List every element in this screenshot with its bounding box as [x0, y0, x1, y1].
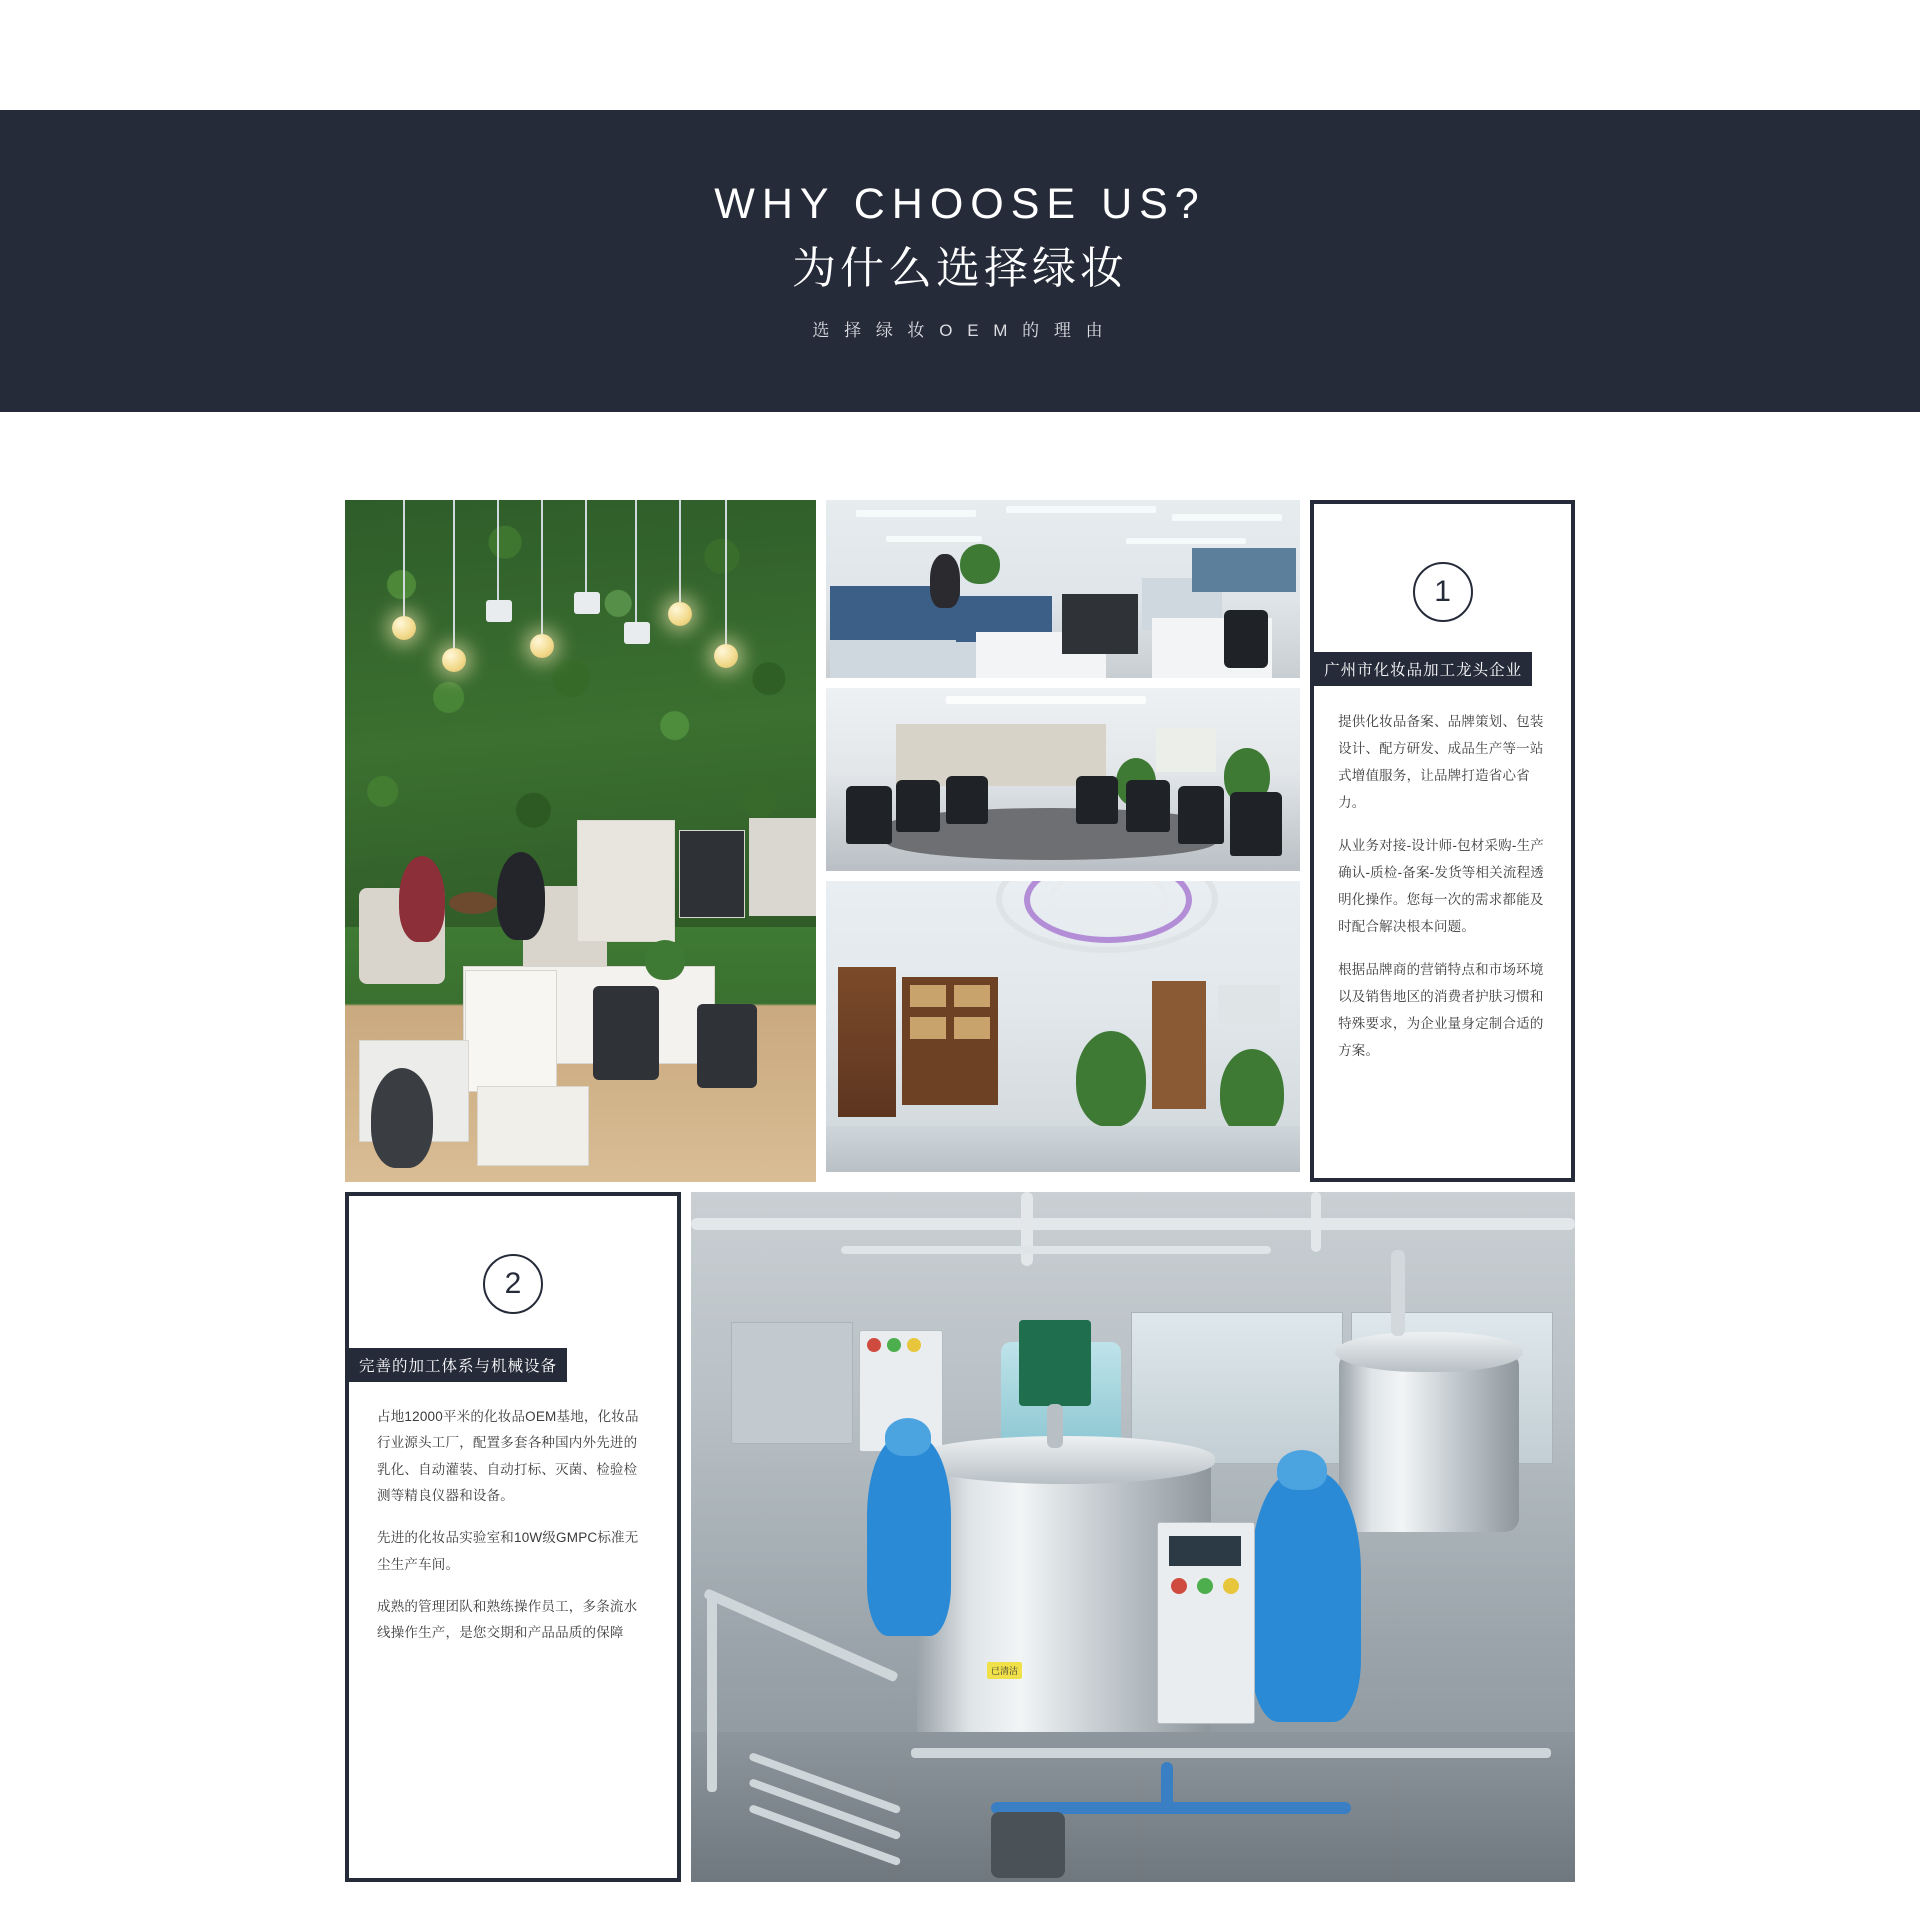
door [1152, 981, 1206, 1109]
printer [1062, 594, 1138, 654]
ceiling-light [1006, 506, 1156, 513]
plant-icon [1220, 1049, 1284, 1137]
card-2-title: 完善的加工体系与机械设备 [349, 1348, 567, 1382]
monitor [679, 830, 745, 918]
card-1-body [1338, 708, 1547, 1064]
hero-banner [0, 110, 1920, 412]
pendant-lamp-icon [497, 500, 499, 600]
office-desk [477, 1086, 589, 1166]
tank-support [1391, 1250, 1405, 1336]
hero-title-cn: 为什么选择绿妆 [792, 243, 1128, 293]
meeting-chair [1076, 776, 1118, 824]
worker [1251, 1472, 1361, 1722]
office-chair [593, 986, 659, 1080]
plant-icon [1076, 1031, 1146, 1127]
photo-caption [826, 654, 1300, 670]
ceiling-light [1172, 514, 1282, 521]
ceiling-pipe [1021, 1192, 1033, 1266]
photo-office [826, 500, 1300, 678]
desk-drawer-unit [465, 970, 557, 1092]
photo-caption [345, 1158, 816, 1174]
photo-caption [691, 1858, 1575, 1874]
cabinet [749, 818, 816, 916]
platform-edge [911, 1748, 1551, 1758]
indicator-light [1223, 1578, 1239, 1594]
wall-art [1192, 548, 1296, 592]
floor-pipe [1161, 1762, 1173, 1810]
office-chair [697, 1004, 757, 1088]
shelf-item [954, 1017, 990, 1039]
indicator-light [907, 1338, 921, 1352]
pendant-lamp-icon [403, 500, 405, 618]
card-2-paragraph-3: 成熟的管理团队和熟练操作员工，多条流水线操作生产，是您交期和产品品质的保障 [377, 1598, 638, 1641]
card-1-paragraph-1: 提供化妆品备案、品牌策划、包装设计、配方研发、成品生产等一站式增值服务，让品牌打造省心省力。 [1338, 714, 1544, 810]
shelf-item [910, 1017, 946, 1039]
meeting-chair [1178, 786, 1224, 844]
worker-hood [1277, 1450, 1327, 1490]
ceiling-light [946, 696, 1146, 704]
person [497, 852, 545, 940]
meeting-chair [896, 780, 940, 832]
pendant-lamp-icon [635, 500, 637, 622]
mixing-tank-lid [913, 1436, 1215, 1484]
display-cabinet [838, 967, 896, 1117]
secondary-tank-lid [1335, 1332, 1523, 1372]
indicator-light [1171, 1578, 1187, 1594]
ceiling-pipe [1311, 1192, 1321, 1252]
card-2-paragraph-2: 先进的化妆品实验室和10W级GMPC标准无尘生产车间。 [377, 1530, 639, 1572]
photo-factory [691, 1192, 1575, 1882]
shelf-item [910, 985, 946, 1007]
pendant-lamp-icon [725, 500, 727, 646]
meeting-chair [1126, 780, 1170, 832]
card-2-number: 2 [483, 1254, 543, 1314]
pendant-lamp-icon [679, 500, 681, 604]
photo-caption [826, 1148, 1300, 1164]
wall-frame [1156, 728, 1216, 772]
cleanroom-window [731, 1322, 853, 1444]
card-2-body [377, 1404, 649, 1647]
tank-status-tag: 已清洁 [987, 1662, 1022, 1679]
card-1-title: 广州市化妆品加工龙头企业 [1314, 652, 1532, 686]
card-1-number: 1 [1413, 562, 1473, 622]
plant-icon [645, 940, 685, 980]
person [371, 1068, 433, 1168]
person [399, 856, 445, 942]
card-2-paragraph-1: 占地12000平米的化妆品OEM基地，化妆品行业源头工厂，配置多套各种国内外先进的乳化、自动灌装、自动打标、灭菌、检验检测等精良仪器和设备。 [377, 1409, 639, 1503]
motor [1019, 1320, 1091, 1406]
ceiling-light [1126, 538, 1246, 544]
plant-icon [960, 544, 1000, 584]
person [930, 554, 960, 608]
row-bottom [345, 1192, 1575, 1882]
photo-hall [826, 881, 1300, 1172]
meeting-chair [846, 786, 892, 844]
row-top [345, 500, 1575, 1182]
secondary-tank [1339, 1352, 1519, 1532]
worker-hood [885, 1418, 931, 1456]
page-root [0, 110, 1920, 1912]
photo-column-middle [826, 500, 1300, 1182]
ceiling-light [856, 510, 976, 517]
motor-shaft [1047, 1404, 1063, 1448]
meeting-chair [946, 776, 988, 824]
content-area [345, 412, 1575, 1912]
shelf-item [954, 985, 990, 1007]
ceiling-pipe [841, 1246, 1271, 1254]
photo-meeting [826, 688, 1300, 871]
pendant-lamp-icon [541, 500, 543, 636]
card-1-paragraph-3: 根据品牌商的营销特点和市场环境以及销售地区的消费者护肤习惯和特殊要求，为企业量身定制合适的方案。 [1338, 962, 1544, 1058]
handrail [707, 1592, 717, 1792]
pendant-lamp-icon [453, 500, 455, 650]
worker [867, 1436, 951, 1636]
ceiling-pipe [691, 1218, 1575, 1230]
coffee-table [449, 892, 497, 914]
display-shelf [577, 820, 675, 942]
indicator-light [887, 1338, 901, 1352]
wall-panel [896, 724, 1106, 786]
feature-card-2 [345, 1192, 681, 1882]
indicator-light [867, 1338, 881, 1352]
pendant-lamp-icon [585, 500, 587, 592]
photo-lounge [345, 500, 816, 1182]
hero-subtitle: 选 择 绿 妆 O E M 的 理 由 [812, 320, 1108, 340]
photo-caption [826, 847, 1300, 863]
control-display [1169, 1536, 1241, 1566]
feature-card-1 [1310, 500, 1575, 1182]
indicator-light [1197, 1578, 1213, 1594]
card-1-paragraph-2: 从业务对接-设计师-包材采购-生产确认-质检-备案-发货等相关流程透明化操作。您每一次的需求都能及时配合解决根本问题。 [1338, 838, 1544, 934]
wall-sign [1218, 985, 1280, 1025]
ceiling-light [886, 536, 982, 542]
hero-title-en: WHY CHOOSE US? [714, 180, 1206, 229]
